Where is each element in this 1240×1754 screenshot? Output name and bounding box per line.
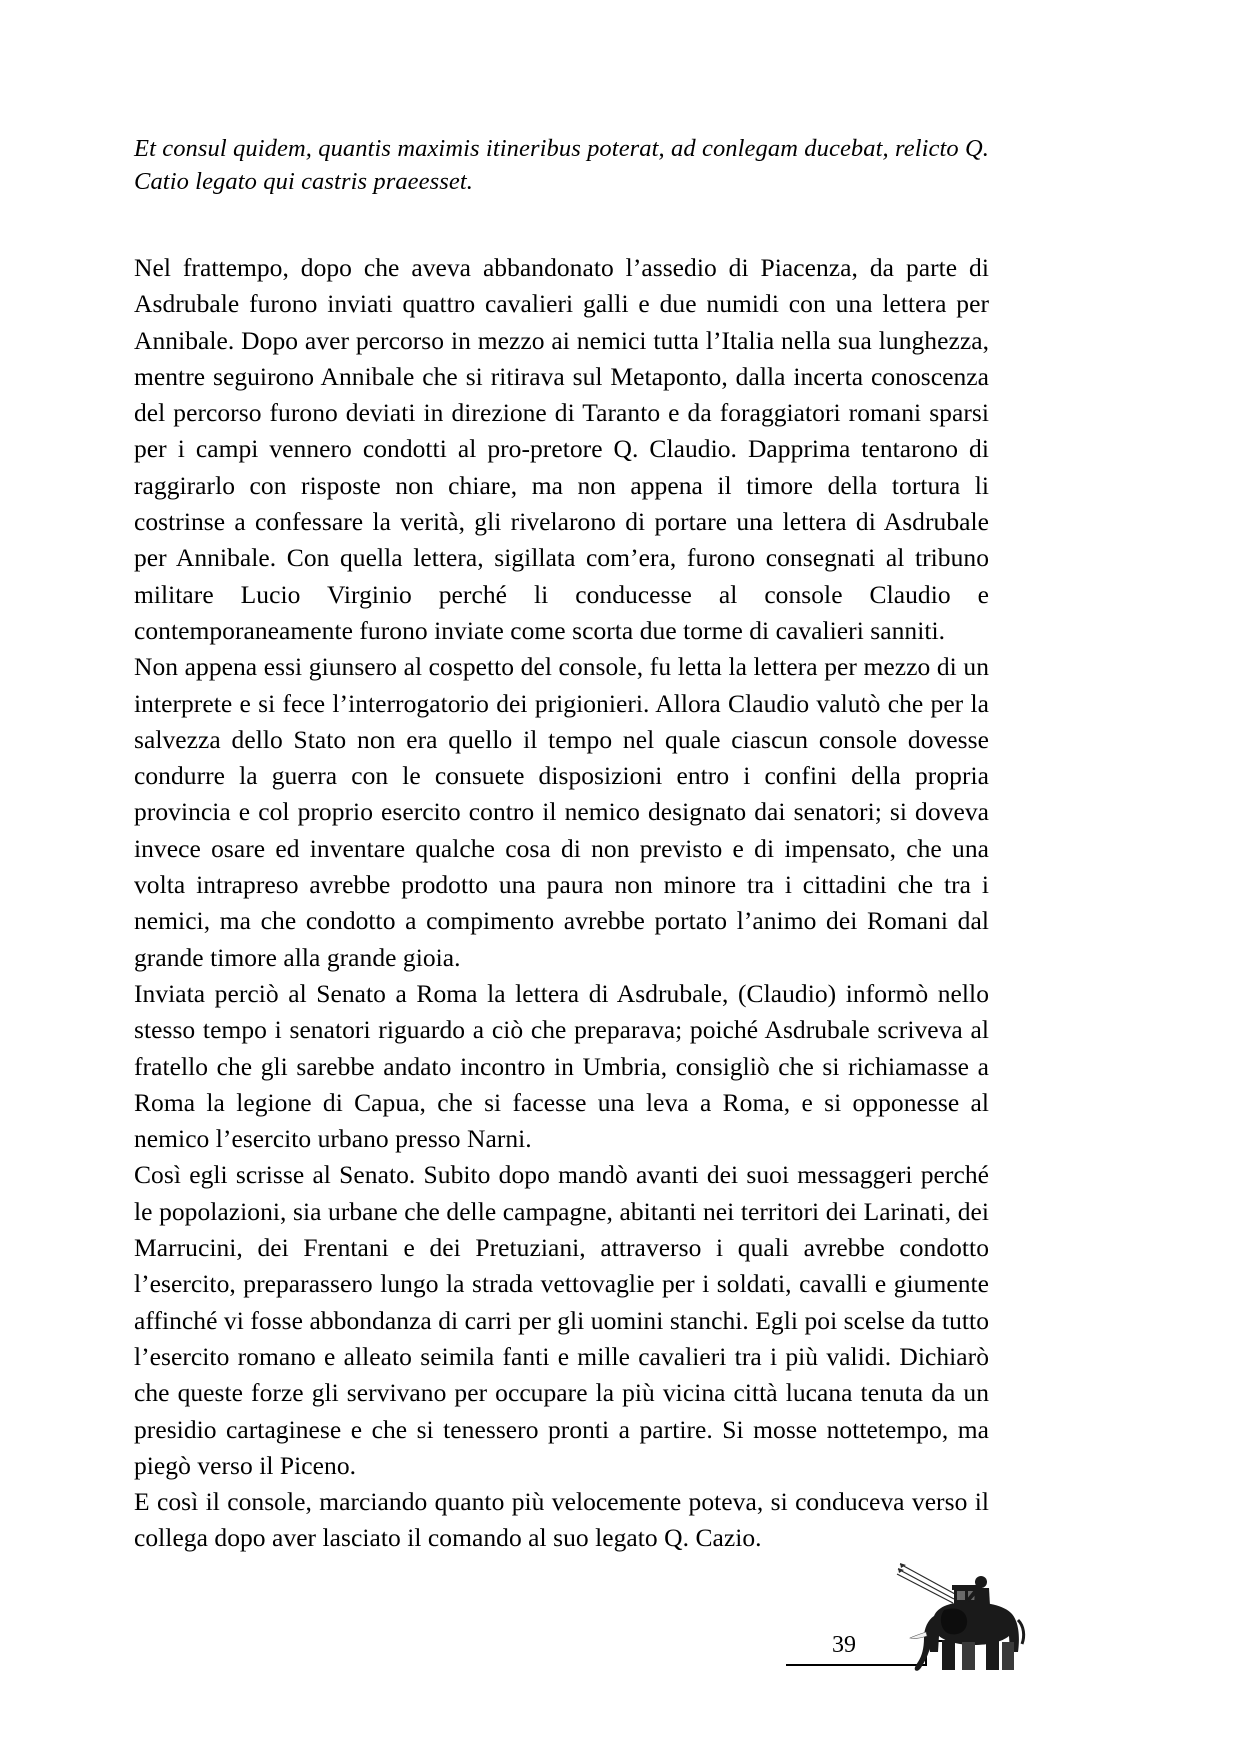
paragraph: Così egli scrisse al Senato. Subito dopo mandò avanti dei suoi messaggeri perché le popolazioni, sia urbane che delle campagne, abitanti nei territori dei Larinati, dei Marrucini, dei Frentani e dei Pretuziani, attraverso i quali avrebbe condotto l’esercito, preparassero lungo la strada vettovaglie per i soldati, cavalli e giumente affinché vi fosse abbondanza di carri per gli uomini stanchi. Egli poi scelse da tutto l’esercito romano e alleato seimila fanti e mille cavalieri tra i più validi. Dichiarò che queste forze gli servivano per occupare la più vicina città lucana tenuta da un presidio cartaginese e che si tenessero pronti a partire. Si mosse nottetempo, ma piegò verso il Piceno. xyxy=(134,1160,989,1480)
page-number: 39 xyxy=(832,1632,856,1658)
paragraph: Inviata perciò al Senato a Roma la lettera di Asdrubale, (Claudio) informò nello stesso tempo i senatori riguardo a ciò che preparava; poiché Asdrubale scriveva al fratello che gli sarebbe andato incontro in Umbria, consigliò che si richiamasse a Roma la legione di Capua, che si facesse una leva a Roma, e si opponesse al nemico l’esercito urbano presso Narni. xyxy=(134,978,989,1154)
page-footer xyxy=(786,1570,1026,1730)
latin-epigraph: Et consul quidem, quantis maximis itineribus poterat, ad conlegam ducebat, relicto Q. Catio legato qui castris praeesset. xyxy=(134,135,989,195)
epigraph-spacer xyxy=(134,198,989,250)
body-text xyxy=(134,250,989,1557)
page-content xyxy=(134,132,989,1557)
paragraph: Nel frattempo, dopo che aveva abbandonato l’assedio di Piacenza, da parte di Asdrubale furono inviati quattro cavalieri galli e due numidi con una lettera per Annibale. Dopo aver percorso in mezzo ai nemici tutta l’Italia nella sua lunghezza, mentre seguirono Annibale che si ritirava sul Metaponto, dalla incerta conoscenza del percorso furono deviati in direzione di Taranto e da foraggiatori romani sparsi per i campi vennero condotti al pro-pretore Q. Claudio. Dapprima tentarono di raggirarlo con risposte non chiare, ma non appena il timore della tortura li costrinse a confessare la verità, gli rivelarono di portare una lettera di Asdrubale per Annibale. Con quella lettera, sigillata com’era, furono consegnati al tribuno militare Lucio Virginio perché li conducesse al console Claudio e contemporaneamente furono inviate come scorta due torme di cavalieri sanniti. xyxy=(134,253,989,645)
war-elephant-icon xyxy=(882,1560,1032,1680)
paragraph: Non appena essi giunsero al cospetto del console, fu letta la lettera per mezzo di un interprete e si fece l’interrogatorio dei prigionieri. Allora Claudio valutò che per la salvezza dello Stato non era quello il tempo nel quale ciascun console dovesse condurre la guerra con le consuete disposizioni entro i confini della propria provincia e col proprio esercito contro il nemico designato dai senatori; si doveva invece osare ed inventare qualche cosa di non previsto e di impensato, che una volta intrapreso avrebbe prodotto una paura non minore tra i cittadini che tra i nemici, ma che condotto a compimento avrebbe portato l’animo dei Romani dal grande timore alla grande gioia. xyxy=(134,652,989,972)
paragraph: E così il console, marciando quanto più velocemente poteva, si conduceva verso il collega dopo aver lasciato il comando al suo legato Q. Cazio. xyxy=(134,1487,989,1553)
